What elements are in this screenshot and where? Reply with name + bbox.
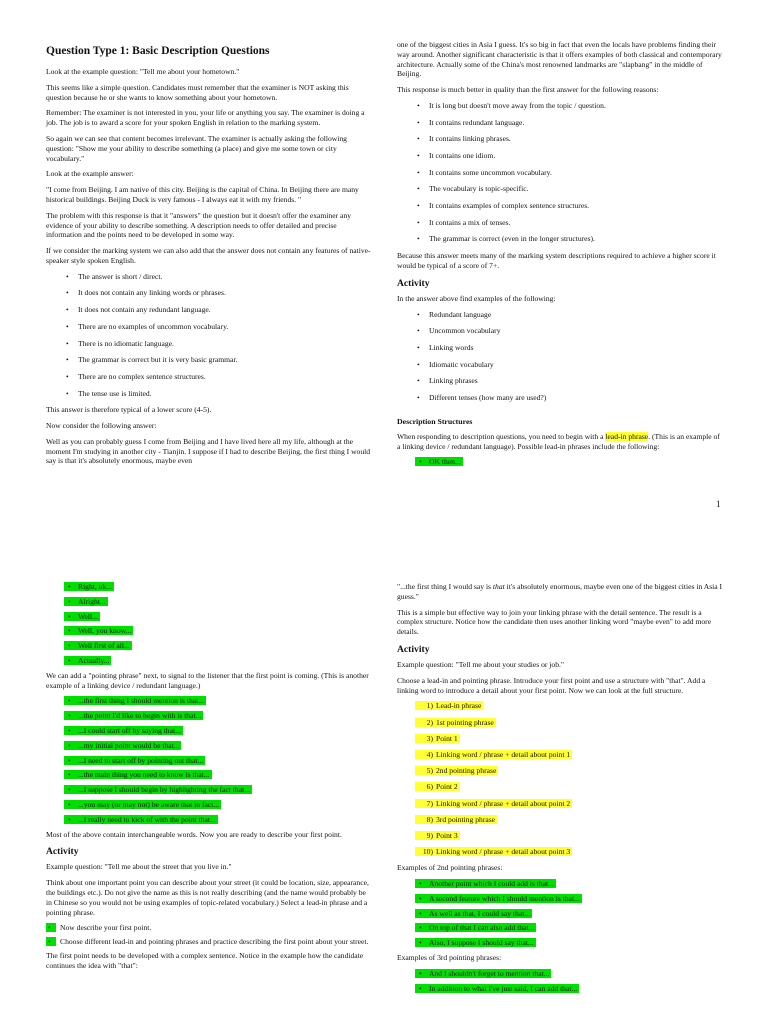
page1-right-column xyxy=(397,40,723,474)
paragraph: If we consider the marking system we can also add that the answer does not contain any features of native-speaker style spoken English. xyxy=(46,246,371,265)
pointing-phrase-list xyxy=(46,696,372,824)
list-item: • Uncommon vocabulary xyxy=(417,326,501,336)
paragraph: Look at the example answer: xyxy=(46,169,134,179)
bullet-icon: • xyxy=(66,338,69,348)
bullet-icon: • xyxy=(419,908,422,918)
list-item: • The tense use is limited. xyxy=(66,388,152,398)
list-item: • ...my initial point would be that... xyxy=(66,741,372,751)
page-number: 1 xyxy=(716,499,721,509)
list-item: 4) Linking word / phrase + detail about point 1 xyxy=(415,750,723,760)
list-item: • A second feature which I should mention is that... xyxy=(417,894,723,904)
list-item: • ...the main thing you need to know is that... xyxy=(66,770,372,780)
list-item: • The grammar is correct but it is very basic grammar. xyxy=(66,355,238,365)
list-item: • As well as that, I could say that... xyxy=(417,909,723,919)
bullet-icon: • xyxy=(68,770,71,780)
bullet-icon: • xyxy=(417,234,420,244)
list-item: • ...I could start off by saying that... xyxy=(66,726,372,736)
second-pointing-list xyxy=(397,879,723,948)
bullet-icon: • xyxy=(68,711,71,721)
list-item: • Redundant language xyxy=(417,309,492,319)
activity-heading: Activity xyxy=(397,277,430,289)
bullet-icon: • xyxy=(66,305,69,315)
paragraph: Examples of 3rd pointing phrases: xyxy=(397,953,502,963)
bullet-icon: • xyxy=(66,321,69,331)
list-item: • Well, you know... xyxy=(66,626,372,636)
list-item: • ...I really need to kick of with the point that... xyxy=(66,815,372,825)
paragraph: This response is much better in quality than the first answer for the following reasons: xyxy=(397,85,659,95)
bullet-icon: • xyxy=(66,371,69,381)
bullet-icon: • xyxy=(417,309,420,319)
list-item: • It contains redundant language. xyxy=(417,117,525,127)
list-item: • It contains a mix of tenses. xyxy=(417,217,511,227)
list-item: • Linking words xyxy=(417,342,474,352)
paragraph: one of the biggest cities in Asia I guess. It's so big in fact that even the locals have problems finding their way around. Another significant characteristic is that it offers examples of both classical and contemporary architecture. Actually some of the China's most renowned landmarks are "slapbang" in the middle of Beijing. xyxy=(397,40,722,79)
list-item: • Well first of all... xyxy=(66,641,372,651)
example-quote: "...the first thing I would say is that it's absolutely enormous, maybe even one of the biggest cities in Asia I guess." xyxy=(397,582,723,601)
highlighted-term: lead-in phrase xyxy=(605,431,649,441)
list-item: • Well... xyxy=(66,612,372,622)
list-item: 8) 3rd pointing phrase xyxy=(415,815,723,825)
bullet-icon: • xyxy=(68,740,71,750)
example-answer: Well as you can probably guess I come from Beijing and I have lived here all my life, although at the moment I'm studying in another city - Tianjin. I suppose if I had to describe Beijing, the first thing I would say is that it's absolutely enormous, maybe even xyxy=(46,436,371,466)
list-item: • In addition to what I've just said, I can add that... xyxy=(417,984,723,994)
list-item: • The vocabulary is topic-specific. xyxy=(417,184,529,194)
bullet-icon: • xyxy=(46,937,56,946)
bullet-icon: • xyxy=(417,184,420,194)
paragraph: The problem with this response is that it "answers" the question but it doesn't offer the examiner any evidence of your ability to describe something. A description needs to offer detailed and precise information and the points need to be developed in some way. xyxy=(46,210,351,240)
paragraph: This seems like a simple question. Candidates must remember that the examiner is NOT asking this question because he or she wants to know something about your hometown. xyxy=(46,82,349,102)
task-list xyxy=(46,923,372,947)
lead-in-list xyxy=(46,582,372,666)
list-item: 5) 2nd pointing phrase xyxy=(415,766,723,776)
weakness-list xyxy=(46,272,372,399)
activity-heading: Activity xyxy=(397,643,430,655)
bullet-icon: • xyxy=(68,755,71,765)
list-item: 6) Point 2 xyxy=(415,782,723,792)
paragraph: This answer is therefore typical of a lower score (4-5). xyxy=(46,405,212,415)
list-item: • ...the point I'd like to begin with is that... xyxy=(66,711,372,721)
bullet-icon: • xyxy=(68,696,71,706)
bullet-icon: • xyxy=(417,134,420,144)
bullet-icon: • xyxy=(66,388,69,398)
list-item: • Actually... xyxy=(66,656,372,666)
list-item: • It does not contain any linking words or phrases. xyxy=(66,288,226,298)
list-item: • It contains examples of complex sentence structures. xyxy=(417,201,590,211)
list-item: • Also, I suppose I should say that... xyxy=(417,938,723,948)
bullet-icon: • xyxy=(419,923,422,933)
bullet-icon: • xyxy=(417,117,420,127)
paragraph: We can add a "pointing phrase" next, to signal to the listener that the first point is coming. (This is another example of a linking device / redundant language.) xyxy=(46,670,369,690)
structure-list xyxy=(397,701,723,856)
paragraph: Most of the above contain interchangeable words. Now you are ready to describe your first point. xyxy=(46,829,342,839)
list-item: • ...I need to start off by pointing out that... xyxy=(66,756,372,766)
bullet-icon: • xyxy=(46,923,56,932)
third-pointing-list xyxy=(397,969,723,994)
paragraph: Example question: "Tell me about the street that you live in." xyxy=(46,862,232,872)
paragraph: Because this answer meets many of the marking system descriptions required to achieve a higher score it would be typical of a score of 7+. xyxy=(397,251,716,270)
list-item: 10) Linking word / phrase + detail about point 3 xyxy=(415,847,723,857)
list-item: • ...the first thing I should mention is that... xyxy=(66,696,372,706)
list-item: • There are no examples of uncommon vocabulary. xyxy=(66,321,229,331)
list-item: • Now describe your first point. xyxy=(48,923,152,933)
list-item: • There are no complex sentence structures. xyxy=(66,371,206,381)
list-item: 2) 1st pointing phrase xyxy=(415,718,723,728)
bullet-icon: • xyxy=(417,100,420,110)
list-item: • ...I suppose I should begin by highlighting the fact that... xyxy=(66,785,372,795)
list-item: • Different tenses (how many are used?) xyxy=(417,393,547,402)
paragraph: In the answer above find examples of the following: xyxy=(397,293,556,303)
bullet-icon: • xyxy=(419,983,422,993)
bullet-icon: • xyxy=(419,968,422,978)
list-item: • There is no idiomatic language. xyxy=(66,338,174,348)
paragraph: Choose a lead-in and pointing phrase. Introduce your first point and use a structure with "that". Add a linking word to introduce a detail about your first point. Now we can look at the full structure. xyxy=(397,675,706,695)
list-item: • ...you may (or may not) be aware that in fact... xyxy=(66,800,372,810)
paragraph: Examples of 2nd pointing phrases: xyxy=(397,863,503,873)
bullet-icon: • xyxy=(419,893,422,903)
list-item: • Linking phrases xyxy=(417,376,478,386)
bullet-icon: • xyxy=(417,326,420,336)
bullet-icon: • xyxy=(419,879,422,889)
page1-left-column xyxy=(46,40,372,472)
activity-list xyxy=(397,310,723,403)
paragraph: Look at the example question: "Tell me about your hometown." xyxy=(46,67,240,76)
activity-heading: Activity xyxy=(46,846,79,858)
document-page-2 xyxy=(0,540,768,1024)
bullet-icon: • xyxy=(68,626,71,636)
bullet-icon: • xyxy=(68,725,71,735)
list-item: • On top of that I can also add that... xyxy=(417,923,723,933)
bullet-icon: • xyxy=(68,611,71,621)
bullet-icon: • xyxy=(68,596,71,606)
list-item: • Choose different lead-in and pointing phrases and practice describing the first point about your street. xyxy=(48,937,369,947)
bullet-icon: • xyxy=(417,217,420,227)
bullet-icon: • xyxy=(417,151,420,161)
bullet-icon: • xyxy=(68,582,71,591)
paragraph: So again we can see that content becomes irrelevant. The examiner is actually asking the following question: "Show me your ability to describe something (a place) and give me some town or city vocabulary." xyxy=(46,133,347,163)
bullet-icon: • xyxy=(417,167,420,177)
paragraph: When responding to description questions, you need to begin with a lead-in phrase. (This is an example of a linking device / redundant language). Possible lead-in phrases include the following: xyxy=(397,431,720,451)
bullet-icon: • xyxy=(417,359,420,369)
list-item: • Idiomatic vocabulary xyxy=(417,359,494,369)
bullet-icon: • xyxy=(66,288,69,298)
list-item: • It does not contain any redundant language. xyxy=(66,305,211,315)
page2-right-column xyxy=(397,582,723,998)
bullet-icon: • xyxy=(417,393,420,402)
list-item: • The answer is short / direct. xyxy=(66,271,163,281)
list-item: 7) Linking word / phrase + detail about point 2 xyxy=(415,799,723,809)
bullet-icon: • xyxy=(68,814,71,824)
bullet-icon: • xyxy=(419,938,422,948)
bullet-icon: • xyxy=(419,457,422,467)
paragraph: Remember: The examiner is not interested in you, your life or anything you say. The examiner is doing a job. The job is to award a score for your spoken English in relation to the marking system. xyxy=(46,108,365,128)
list-item: • Alright... xyxy=(66,597,372,607)
bullet-icon: • xyxy=(66,355,69,365)
example-answer: "I come from Beijing. I am native of this city. Beijing is the capital of China. In Beijing there are many historical buildings. Beijing Duck is very famous - I always eat it with my friends. " xyxy=(46,185,359,204)
bullet-icon: • xyxy=(68,655,71,665)
bullet-icon: • xyxy=(68,799,71,809)
description-structures-heading: Description Structures xyxy=(397,416,473,426)
list-item: • The grammar is correct (even in the longer structures). xyxy=(417,234,595,244)
list-item: • OK then... xyxy=(417,457,723,467)
list-item: • It contains one idiom. xyxy=(417,151,496,161)
bullet-icon: • xyxy=(417,201,420,211)
bullet-icon: • xyxy=(417,376,420,386)
paragraph: Think about one important point you can describe about your street (it could be location, size, appearance, the buildings etc.). Do not give the name as this is not really describing (and the name would probably be in Chinese so you would not be using examples of topic-related vocabulary.) Select a lead-in phrase and a pointing phrase. xyxy=(46,878,369,917)
bullet-icon: • xyxy=(68,785,71,795)
list-item: • It contains linking phrases. xyxy=(417,134,511,144)
section-title: Question Type 1: Basic Description Questions xyxy=(46,45,270,57)
bullet-icon: • xyxy=(66,271,69,281)
lead-in-list xyxy=(397,457,723,467)
page2-left-column xyxy=(46,582,372,977)
strength-list xyxy=(397,101,723,244)
list-item: 3) Point 1 xyxy=(415,734,723,744)
list-item: • And I shouldn't forget to mention that... xyxy=(417,969,723,979)
list-item: • It is long but doesn't move away from the topic / question. xyxy=(417,100,606,110)
list-item: • It contains some uncommon vocabulary. xyxy=(417,167,552,177)
list-item: 9) Point 3 xyxy=(415,831,723,841)
paragraph: The first point needs to be developed with a complex sentence. Notice in the example how the candidate continues the idea with "that": xyxy=(46,950,364,970)
paragraph: Now consider the following answer: xyxy=(46,421,157,431)
paragraph: Example question: "Tell me about your studies or job." xyxy=(397,659,565,669)
list-item: • Right, ok... xyxy=(66,582,372,592)
list-item: • Another point which I could add is that... xyxy=(417,879,723,889)
list-item: 1) Lead-in phrase xyxy=(415,701,723,711)
paragraph: This is a simple but effective way to join your linking phrase with the detail sentence. The result is a complex structure. Notice how the candidate then uses another linking word "maybe even" to add more details. xyxy=(397,607,712,637)
bullet-icon: • xyxy=(417,342,420,352)
bullet-icon: • xyxy=(68,641,71,651)
